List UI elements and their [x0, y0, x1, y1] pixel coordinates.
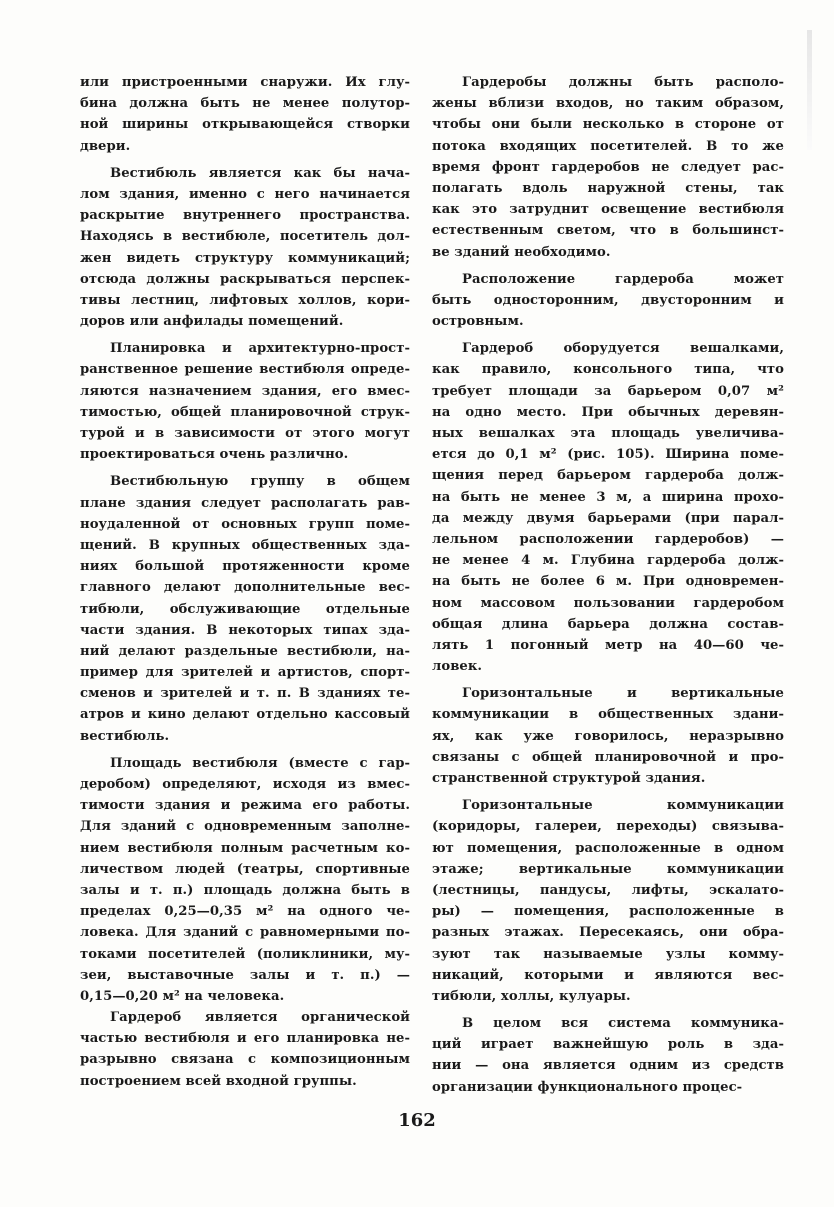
text-line: пределах 0,25—0,35 м² на одного че-	[80, 904, 410, 920]
text-line: как правило, консольного типа, что	[432, 362, 784, 378]
text-line: ловек.	[432, 659, 483, 675]
text-line: ных вешалках эта площадь увеличива-	[432, 426, 784, 441]
text-line: Находясь в вестибюле, посетитель дол-	[80, 229, 410, 245]
text-line: не менее 4 м. Глубина гардероба долж-	[432, 553, 784, 569]
text-line: тимости здания и режима его работы.	[80, 798, 410, 814]
text-line: ры) — помещения, расположенные в	[432, 904, 784, 920]
text-line: ний делают раздельные вестибюли, на-	[80, 643, 410, 659]
text-line: ют помещения, расположенные в одном	[432, 840, 784, 856]
text-line: ве зданий необходимо.	[432, 244, 611, 260]
text-line: ловека. Для зданий с равномерными по-	[80, 925, 410, 941]
text-line: потока входящих посетителей. В то же	[432, 138, 784, 154]
text-line: сменов и зрителей и т. п. В зданиях те-	[80, 686, 410, 702]
text-line: требует площади за барьером 0,07 м²	[432, 383, 784, 399]
text-line: жен видеть структуру коммуникаций;	[80, 250, 410, 266]
text-line: естественным светом, что в большинст-	[432, 223, 784, 239]
text-line: быть односторонним, двусторонним и	[432, 292, 784, 308]
text-line: Горизонтальные коммуникации	[462, 798, 784, 814]
text-line: токами посетителей (поликлиники, му-	[80, 946, 410, 962]
text-line: двери.	[80, 138, 131, 154]
text-line: связаны с общей планировочной и про-	[432, 749, 784, 765]
text-line: личеством людей (театры, спортивные	[80, 861, 410, 877]
page-edge-shadow	[807, 30, 812, 150]
text-line: Для зданий с одновременным заполне-	[80, 819, 410, 835]
text-line: проектироваться очень различно.	[80, 447, 349, 463]
text-line: на одно место. При обычных деревян-	[432, 404, 784, 420]
text-line: бина должна быть не менее полутор-	[80, 96, 410, 112]
text-line: островным.	[432, 314, 524, 330]
text-line: зеи, выставочные залы и т. п.) —	[80, 967, 410, 983]
text-line: ноудаленной от основных групп поме-	[80, 516, 410, 532]
text-line: деробом) определяют, исходя из вмес-	[80, 777, 410, 792]
text-line: коммуникации в общественных здани-	[432, 707, 784, 723]
right-column	[432, 72, 784, 1098]
text-line: на быть не более 6 м. При одновремен-	[432, 574, 784, 590]
text-line: Вестибюльную группу в общем	[110, 474, 410, 490]
text-line: ной ширины открывающейся створки	[80, 117, 410, 133]
text-line: части здания. В некоторых типах зда-	[80, 622, 410, 638]
text-line: полагать вдоль наружной стены, так	[432, 180, 784, 196]
text-line: да между двумя барьерами (при парал-	[432, 510, 784, 526]
text-line: зуют так называемые узлы комму-	[432, 946, 784, 962]
text-line: или пристроенными снаружи. Их глу-	[80, 75, 410, 90]
text-line: тибюли, обслуживающие отдельные	[80, 601, 410, 617]
text-line: тибюли, холлы, кулуары.	[432, 988, 631, 1004]
text-line: никаций, которыми и являются вес-	[432, 967, 784, 983]
text-line: время фронт гардеробов не следует рас-	[432, 159, 784, 175]
text-line: этаже; вертикальные коммуникации	[432, 861, 784, 877]
text-line: ном массовом пользовании гардеробом	[432, 595, 784, 611]
text-line: лельном расположении гардеробов) —	[432, 531, 784, 547]
text-line: организации функционального процес-	[432, 1079, 743, 1095]
text-line: как это затруднит освещение вестибюля	[432, 202, 784, 218]
text-line: В целом вся система коммуника-	[462, 1016, 784, 1032]
text-line: Горизонтальные и вертикальные	[462, 686, 784, 702]
text-line: вестибюль.	[80, 728, 170, 744]
text-line: разрывно связана с композиционным	[80, 1052, 410, 1068]
text-line: на быть не менее 3 м, а ширина прохо-	[432, 489, 784, 505]
text-line: лом здания, именно с него начинается	[80, 186, 410, 202]
text-line: главного делают дополнительные вес-	[80, 580, 410, 596]
page-number: 162	[398, 1110, 436, 1131]
text-line: залы и т. п.) площадь должна быть в	[80, 882, 410, 898]
text-line: Гардеробы должны быть располо-	[462, 75, 784, 90]
text-line: нием вестибюля полным расчетным ко-	[80, 840, 410, 856]
text-line: Вестибюль является как бы нача-	[110, 165, 410, 181]
text-line: частью вестибюля и его планировка не-	[80, 1031, 410, 1047]
text-line: странственной структурой здания.	[432, 771, 706, 786]
text-line: общая длина барьера должна состав-	[432, 616, 784, 632]
text-line: тивы лестниц, лифтовых холлов, кори-	[80, 292, 410, 308]
text-line: щения перед барьером гардероба долж-	[432, 468, 784, 484]
text-line: отсюда должны раскрываться перспек-	[80, 271, 410, 287]
text-line: (лестницы, пандусы, лифты, эскалато-	[432, 882, 784, 898]
text-line: чтобы они были несколько в стороне от	[432, 117, 784, 133]
text-line: щений. В крупных общественных зда-	[80, 537, 410, 553]
text-line: раскрытие внутреннего пространства.	[80, 208, 410, 224]
text-line: ется до 0,1 м² (рис. 105). Ширина поме-	[432, 447, 784, 463]
text-line: Расположение гардероба может	[462, 271, 784, 287]
text-line: построением всей входной группы.	[80, 1073, 357, 1089]
text-line: ях, как уже говорилось, неразрывно	[432, 728, 784, 744]
text-line: тимостью, общей планировочной струк-	[80, 404, 410, 420]
left-column	[80, 72, 410, 1092]
text-line: 0,15—0,20 м² на человека.	[80, 988, 285, 1004]
text-line: пример для зрителей и артистов, спорт-	[80, 665, 410, 681]
text-line: разных этажах. Пересекаясь, они обра-	[432, 925, 784, 941]
text-line: плане здания следует располагать рав-	[80, 495, 410, 511]
text-line: ляются назначением здания, его вмес-	[80, 383, 410, 399]
text-line: турой и в зависимости от этого могут	[80, 426, 410, 441]
text-line: Гардероб оборудуется вешалками,	[462, 341, 784, 357]
text-line: лять 1 погонный метр на 40—60 че-	[432, 637, 784, 653]
text-line: атров и кино делают отдельно кассовый	[80, 707, 410, 723]
text-line: Планировка и архитектурно-прост-	[110, 341, 410, 357]
text-line: Гардероб является органической	[110, 1010, 410, 1026]
text-line: (коридоры, галереи, переходы) связыва-	[432, 819, 784, 835]
text-line: Площадь вестибюля (вместе с гар-	[110, 755, 410, 771]
text-line: ранственное решение вестибюля опреде-	[80, 362, 410, 378]
text-line: жены вблизи входов, но таким образом,	[432, 96, 784, 112]
text-line: ниях большой протяженности кроме	[80, 559, 410, 575]
text-line: ций играет важнейшую роль в зда-	[432, 1037, 784, 1053]
text-line: нии — она является одним из средств	[432, 1058, 784, 1074]
text-line: доров или анфилады помещений.	[80, 314, 344, 330]
